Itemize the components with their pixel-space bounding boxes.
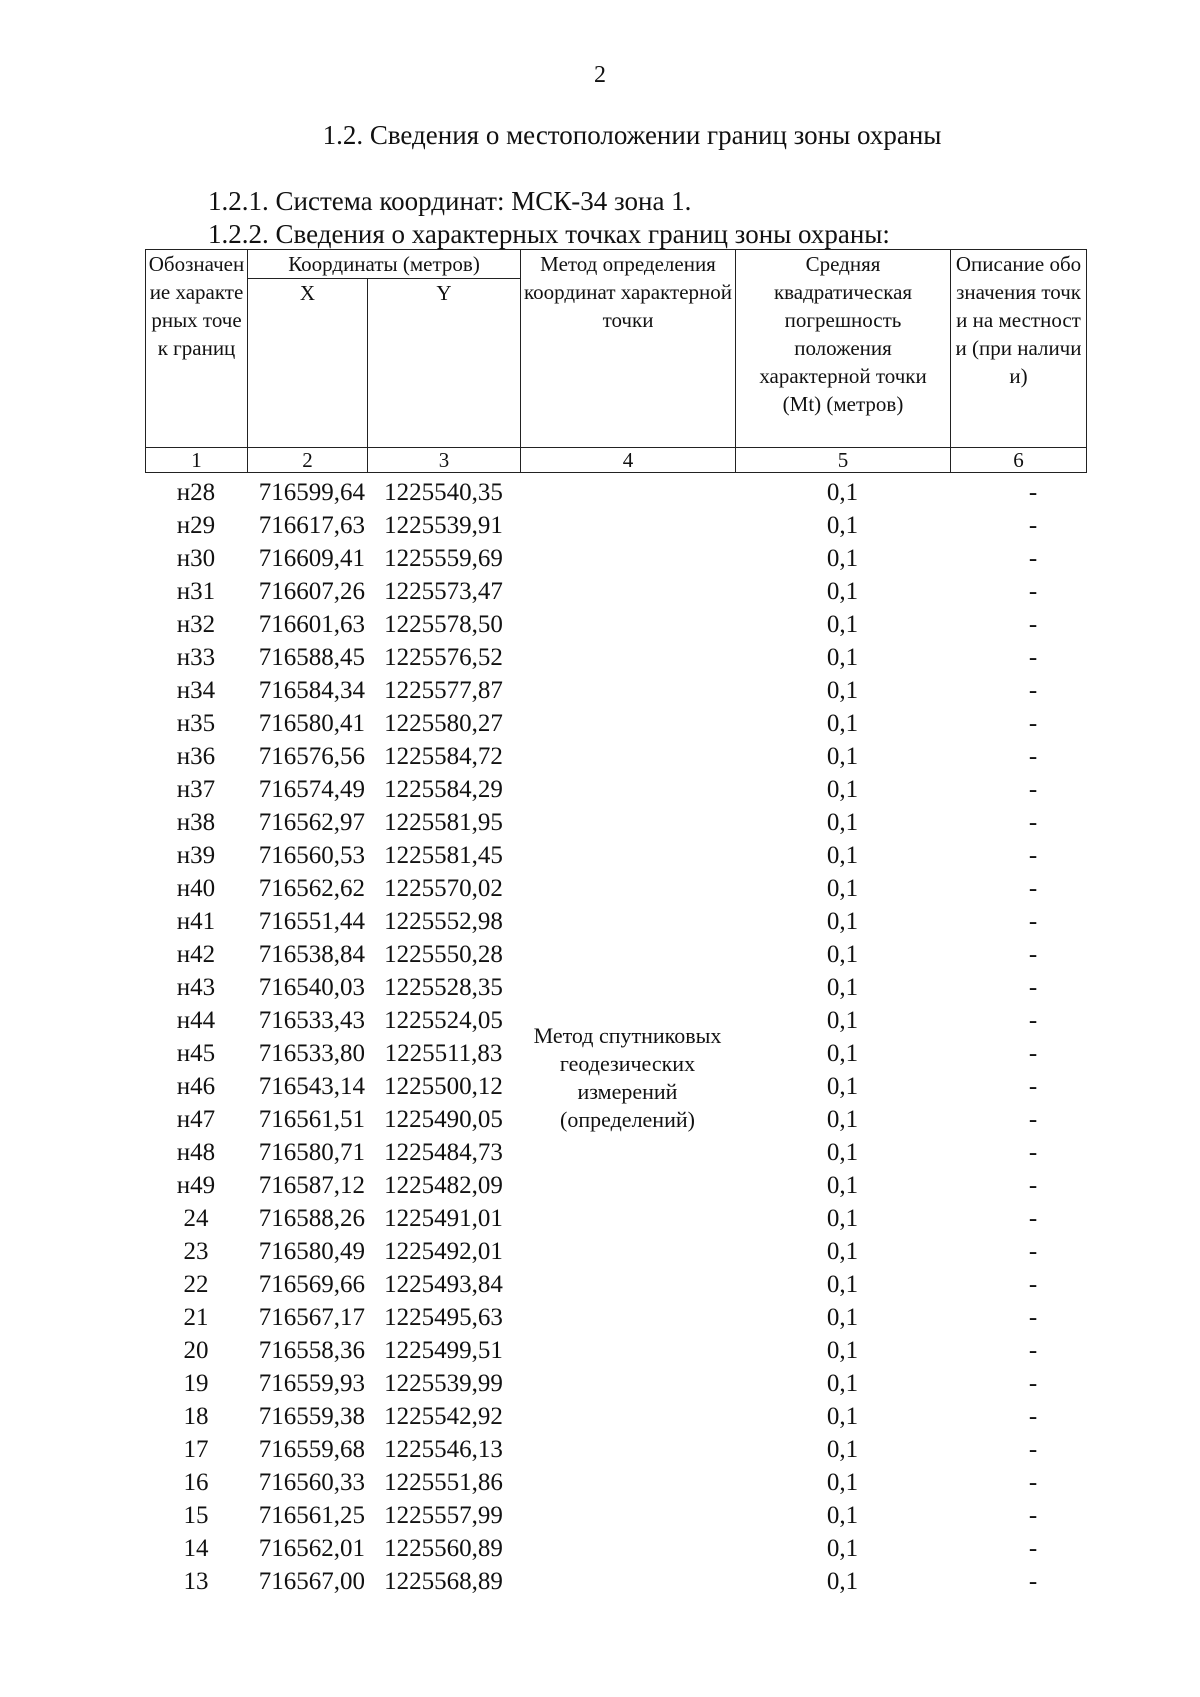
point-description: - [1028, 1336, 1038, 1364]
point-description: - [1028, 643, 1038, 671]
point-description: - [1028, 1237, 1038, 1265]
coordinate-y: 1225495,63 [384, 1303, 503, 1331]
point-description: - [1028, 676, 1038, 704]
point-description: - [1028, 973, 1038, 1001]
point-description: - [1028, 742, 1038, 770]
point-designation: н28 [176, 478, 216, 506]
rms-error: 0,1 [826, 1072, 859, 1100]
coordinate-x: 716574,49 [258, 775, 365, 803]
point-description: - [1028, 874, 1038, 902]
coordinate-x: 716543,14 [258, 1072, 365, 1100]
point-designation: н35 [176, 709, 216, 737]
point-designation: н38 [176, 808, 216, 836]
rms-error: 0,1 [826, 808, 859, 836]
coordinate-x: 716588,45 [258, 643, 365, 671]
point-description: - [1028, 1270, 1038, 1298]
rms-error: 0,1 [826, 478, 859, 506]
coordinate-x: 716617,63 [258, 511, 365, 539]
rms-error: 0,1 [826, 577, 859, 605]
point-description: - [1028, 1402, 1038, 1430]
point-description: - [1028, 1501, 1038, 1529]
coordinate-x: 716588,26 [258, 1204, 365, 1232]
rms-error: 0,1 [826, 709, 859, 737]
rms-error: 0,1 [826, 874, 859, 902]
points-heading: 1.2.2. Сведения о характерных точках границ зоны охраны: [208, 219, 890, 249]
coordinate-x: 716538,84 [258, 940, 365, 968]
point-designation: 22 [183, 1270, 209, 1298]
point-description: - [1028, 1072, 1038, 1100]
rms-error: 0,1 [826, 676, 859, 704]
rms-error: 0,1 [826, 775, 859, 803]
column-number: 1 [146, 448, 248, 473]
coordinate-x: 716559,68 [258, 1435, 365, 1463]
coordinate-y: 1225580,27 [384, 709, 503, 737]
rms-error: 0,1 [826, 1369, 859, 1397]
coordinate-y: 1225542,92 [384, 1402, 503, 1430]
point-designation: н46 [176, 1072, 216, 1100]
rms-error: 0,1 [826, 973, 859, 1001]
point-designation: 19 [183, 1369, 209, 1397]
point-description: - [1028, 1534, 1038, 1562]
rms-error: 0,1 [826, 1336, 859, 1364]
column-numbers-row [146, 448, 1087, 473]
rms-error: 0,1 [826, 1006, 859, 1034]
rms-error: 0,1 [826, 1501, 859, 1529]
coordinate-x: 716569,66 [258, 1270, 365, 1298]
coordinate-x: 716561,25 [258, 1501, 365, 1529]
point-description: - [1028, 1105, 1038, 1133]
point-description: - [1028, 1435, 1038, 1463]
coordinate-x: 716607,26 [258, 577, 365, 605]
rms-error: 0,1 [826, 1039, 859, 1067]
rms-error: 0,1 [826, 1567, 859, 1595]
table-row [145, 476, 1086, 509]
coordinate-y: 1225540,35 [384, 478, 503, 506]
coordinate-x: 716587,12 [258, 1171, 365, 1199]
point-description: - [1028, 1204, 1038, 1232]
points-table [145, 476, 1086, 1598]
point-description: - [1028, 544, 1038, 572]
coordinate-y: 1225552,98 [384, 907, 503, 935]
header-method: Метод определения координат характерной точки [521, 250, 736, 448]
coordinate-x: 716560,53 [258, 841, 365, 869]
point-designation: н30 [176, 544, 216, 572]
points-table-body [145, 476, 1086, 1598]
point-designation: н32 [176, 610, 216, 638]
point-description: - [1028, 610, 1038, 638]
point-description: - [1028, 841, 1038, 869]
coordinate-y: 1225493,84 [384, 1270, 503, 1298]
point-description: - [1028, 709, 1038, 737]
coordinate-x: 716584,34 [258, 676, 365, 704]
coordinate-y: 1225568,89 [384, 1567, 503, 1595]
point-designation: 24 [183, 1204, 209, 1232]
coordinate-y: 1225570,02 [384, 874, 503, 902]
coordinate-y: 1225528,35 [384, 973, 503, 1001]
coordinate-y: 1225577,87 [384, 676, 503, 704]
point-designation: 13 [183, 1567, 209, 1595]
rms-error: 0,1 [826, 610, 859, 638]
point-description: - [1028, 511, 1038, 539]
point-designation: н43 [176, 973, 216, 1001]
point-description: - [1028, 940, 1038, 968]
point-designation: н42 [176, 940, 216, 968]
coordinate-x: 716533,43 [258, 1006, 365, 1034]
coordinate-x: 716580,71 [258, 1138, 365, 1166]
coordinate-x: 716558,36 [258, 1336, 365, 1364]
coordinate-x: 716609,41 [258, 544, 365, 572]
coordinate-y: 1225492,01 [384, 1237, 503, 1265]
coordinate-y: 1225511,83 [384, 1039, 503, 1067]
rms-error: 0,1 [826, 1237, 859, 1265]
point-designation: н36 [176, 742, 216, 770]
point-designation: н49 [176, 1171, 216, 1199]
point-description: - [1028, 775, 1038, 803]
rms-error: 0,1 [826, 1468, 859, 1496]
point-designation: н40 [176, 874, 216, 902]
point-description: - [1028, 808, 1038, 836]
point-designation: 15 [183, 1501, 209, 1529]
coordinate-y: 1225559,69 [384, 544, 503, 572]
coordinate-y: 1225551,86 [384, 1468, 503, 1496]
coordinate-y: 1225584,72 [384, 742, 503, 770]
coordinate-x: 716576,56 [258, 742, 365, 770]
header-coordinates: Координаты (метров) [248, 250, 521, 279]
rms-error: 0,1 [826, 841, 859, 869]
point-designation: н44 [176, 1006, 216, 1034]
rms-error: 0,1 [826, 544, 859, 572]
coordinate-x: 716560,33 [258, 1468, 365, 1496]
coordinate-y: 1225573,47 [384, 577, 503, 605]
column-number: 2 [248, 448, 368, 473]
coordinate-y: 1225581,95 [384, 808, 503, 836]
coordinate-y: 1225578,50 [384, 610, 503, 638]
rms-error: 0,1 [826, 940, 859, 968]
header-rms-error-text: Средняя квадратическая погрешность положения характерной точки (Mt) (метров) [759, 252, 927, 416]
header-x: X [248, 279, 368, 448]
column-number: 4 [521, 448, 736, 473]
point-designation: 14 [183, 1534, 209, 1562]
coordinate-y: 1225546,13 [384, 1435, 503, 1463]
point-description: - [1028, 1171, 1038, 1199]
coordinate-y: 1225484,73 [384, 1138, 503, 1166]
rms-error: 0,1 [826, 1270, 859, 1298]
header-description: Описание обозначения точки на местности (при наличии) [951, 250, 1087, 448]
point-designation: н41 [176, 907, 216, 935]
column-number: 3 [368, 448, 521, 473]
point-designation: 17 [183, 1435, 209, 1463]
point-designation: н34 [176, 676, 216, 704]
point-description: - [1028, 1006, 1038, 1034]
coordinate-x: 716559,38 [258, 1402, 365, 1430]
coordinate-x: 716533,80 [258, 1039, 365, 1067]
coordinate-y: 1225539,91 [384, 511, 503, 539]
point-description: - [1028, 478, 1038, 506]
coordinate-y: 1225490,05 [384, 1105, 503, 1133]
point-description: - [1028, 1039, 1038, 1067]
point-designation: н33 [176, 643, 216, 671]
rms-error: 0,1 [826, 1402, 859, 1430]
coordinate-y: 1225557,99 [384, 1501, 503, 1529]
rms-error: 0,1 [826, 1204, 859, 1232]
point-description: - [1028, 907, 1038, 935]
coordinate-y: 1225584,29 [384, 775, 503, 803]
coordinate-x: 716559,93 [258, 1369, 365, 1397]
point-designation: 18 [183, 1402, 209, 1430]
point-description: - [1028, 1567, 1038, 1595]
coordinate-x: 716561,51 [258, 1105, 365, 1133]
coordinate-x: 716580,41 [258, 709, 365, 737]
column-number: 5 [736, 448, 951, 473]
coordinate-y: 1225524,05 [384, 1006, 503, 1034]
point-designation: 23 [183, 1237, 209, 1265]
rms-error: 0,1 [826, 511, 859, 539]
coordinate-x: 716562,62 [258, 874, 365, 902]
coordinate-y: 1225550,28 [384, 940, 503, 968]
coordinate-system-line: 1.2.1. Система координат: МСК-34 зона 1. [208, 186, 692, 216]
header-y: Y [368, 279, 521, 448]
point-designation: н37 [176, 775, 216, 803]
coordinate-x: 716562,01 [258, 1534, 365, 1562]
point-designation: 21 [183, 1303, 209, 1331]
coordinate-x: 716580,49 [258, 1237, 365, 1265]
point-designation: н29 [176, 511, 216, 539]
column-number: 6 [951, 448, 1087, 473]
header-rms-error [736, 250, 951, 448]
rms-error: 0,1 [826, 1435, 859, 1463]
point-designation: 20 [183, 1336, 209, 1364]
coordinate-x: 716567,17 [258, 1303, 365, 1331]
point-designation: 16 [183, 1468, 209, 1496]
coordinate-y: 1225491,01 [384, 1204, 503, 1232]
coordinate-x: 716567,00 [258, 1567, 365, 1595]
rms-error: 0,1 [826, 1534, 859, 1562]
rms-error: 0,1 [826, 1105, 859, 1133]
point-designation: н31 [176, 577, 216, 605]
point-description: - [1028, 577, 1038, 605]
coordinate-y: 1225581,45 [384, 841, 503, 869]
page-number: 2 [594, 62, 606, 88]
rms-error: 0,1 [826, 907, 859, 935]
section-title: 1.2. Сведения о местоположении границ зоны охраны [322, 120, 942, 150]
coordinate-y: 1225482,09 [384, 1171, 503, 1199]
coordinate-x: 716601,63 [258, 610, 365, 638]
coordinate-x: 716551,44 [258, 907, 365, 935]
point-description: - [1028, 1468, 1038, 1496]
rms-error: 0,1 [826, 742, 859, 770]
coordinate-x: 716562,97 [258, 808, 365, 836]
coordinate-y: 1225499,51 [384, 1336, 503, 1364]
point-description: - [1028, 1138, 1038, 1166]
rms-error: 0,1 [826, 643, 859, 671]
rms-error: 0,1 [826, 1138, 859, 1166]
table-header [145, 249, 1087, 473]
point-description: - [1028, 1369, 1038, 1397]
point-designation: н39 [176, 841, 216, 869]
coordinate-y: 1225539,99 [384, 1369, 503, 1397]
coordinate-y: 1225576,52 [384, 643, 503, 671]
point-designation: н45 [176, 1039, 216, 1067]
header-point-designation: Обозначение характерных точек границ [146, 250, 248, 448]
method-cell: Метод спутниковых геодезических измерений (определений) [533, 1023, 722, 1132]
coordinate-y: 1225500,12 [384, 1072, 503, 1100]
point-designation: н48 [176, 1138, 216, 1166]
rms-error: 0,1 [826, 1171, 859, 1199]
coordinate-x: 716540,03 [258, 973, 365, 1001]
coordinate-y: 1225560,89 [384, 1534, 503, 1562]
point-description: - [1028, 1303, 1038, 1331]
rms-error: 0,1 [826, 1303, 859, 1331]
coordinate-x: 716599,64 [258, 478, 365, 506]
point-designation: н47 [176, 1105, 216, 1133]
